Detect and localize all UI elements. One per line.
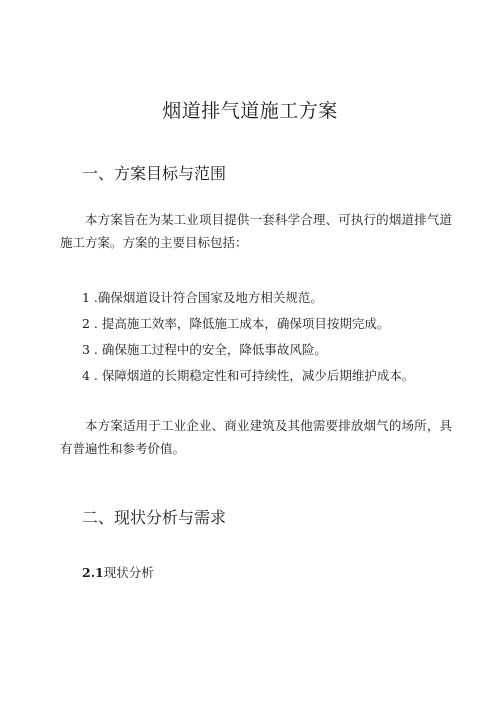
goal-item: 3 . 确保施工过程中的安全，降低事故风险。 <box>82 342 327 357</box>
goal-item: 2 . 提高施工效率，降低施工成本，确保项目按期完成。 <box>82 316 390 331</box>
subsection-number: 2.1 <box>82 565 104 580</box>
section-1-intro-paragraph: 本方案旨在为某工业项目提供一套科学合理、可执行的烟道排气道施工方案。方案的主要目标包括： <box>60 212 452 250</box>
goals-list <box>82 285 462 389</box>
section-2-heading: 二、现状分析与需求 <box>82 508 227 527</box>
section-1-heading: 一、方案目标与范围 <box>82 164 227 183</box>
goal-item: 4 . 保障烟道的长期稳定性和可持续性，减少后期维护成本。 <box>82 368 415 383</box>
scope-paragraph: 本方案适用于工业企业、商业建筑及其他需要排放烟气的场所，具有普遍性和参考价值。 <box>60 418 452 456</box>
document-title: 烟道排气道施工方案 <box>162 100 338 122</box>
subsection-label: 现状分析 <box>103 565 154 580</box>
goal-item: 1 .确保烟道设计符合国家及地方相关规范。 <box>82 290 323 305</box>
subsection-2-1-heading <box>82 563 154 581</box>
